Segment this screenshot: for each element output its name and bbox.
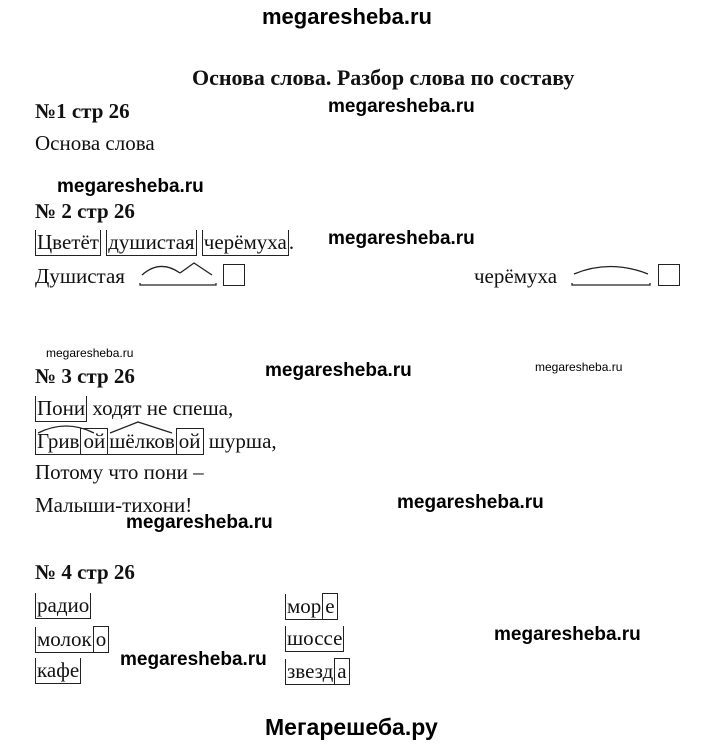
stem-underline: Грив xyxy=(35,429,80,455)
stem-underline xyxy=(106,230,196,256)
ending-box xyxy=(658,264,680,286)
exercise-4-word xyxy=(285,626,344,652)
exercise-3-line-2: Грив ой шёлков ой шурша, xyxy=(35,428,277,455)
watermark: megaresheba.ru xyxy=(397,492,544,513)
stem-underline: кафе xyxy=(37,658,80,682)
exercise-3-heading: № 3 стр 26 xyxy=(35,364,135,388)
sentence-word: черёмуха xyxy=(203,230,287,254)
exercise-2-word-right xyxy=(474,264,680,289)
stem-underline: молок xyxy=(37,627,92,651)
stem-underline: шоссе xyxy=(287,626,343,650)
ending-box: ой xyxy=(176,428,204,455)
watermark: megaresheba.ru xyxy=(535,360,623,374)
ending-box xyxy=(223,264,245,286)
watermark: megaresheba.ru xyxy=(126,512,273,533)
stem-underline xyxy=(202,230,289,256)
exercise-2-heading: № 2 стр 26 xyxy=(35,199,135,223)
exercise-4-word xyxy=(285,658,350,685)
watermark: megaresheba.ru xyxy=(57,176,204,197)
exercise-1-heading: №1 стр 26 xyxy=(35,99,130,123)
stem-underline: радио xyxy=(37,593,90,617)
exercise-4-word xyxy=(35,626,109,653)
sentence-word: душистая xyxy=(108,230,195,254)
watermark: megaresheba.ru xyxy=(46,346,134,360)
exercise-4-word xyxy=(35,593,91,619)
root-arc-icon xyxy=(108,421,174,435)
ending-box: о xyxy=(93,626,110,653)
exercise-1-text: Основа слова xyxy=(35,131,155,155)
exercise-3-line-3: Потому что пони – xyxy=(35,460,204,484)
sentence-word: Цветёт xyxy=(37,230,99,254)
word-dushistaya: Душистая xyxy=(35,264,125,288)
exercise-2-word-left xyxy=(35,264,245,289)
watermark-bottom: Мегарешеба.ру xyxy=(265,714,438,740)
root-arc-icon xyxy=(570,261,652,287)
stem-underline xyxy=(35,230,101,256)
ending-box: а xyxy=(334,658,349,685)
exercise-3-line-4: Малыши-тихони! xyxy=(35,493,193,517)
stem-underline: звезд xyxy=(287,659,334,683)
watermark-top: megaresheba.ru xyxy=(262,4,432,29)
stem-underline: мор xyxy=(287,594,322,618)
exercise-4-heading: № 4 стр 26 xyxy=(35,560,135,584)
ending-box: ой xyxy=(80,428,108,455)
watermark: megaresheba.ru xyxy=(328,228,475,249)
watermark: megaresheba.ru xyxy=(120,649,267,670)
ending-box: е xyxy=(322,593,337,620)
watermark: megaresheba.ru xyxy=(328,96,475,117)
root-arc-icon xyxy=(138,261,218,287)
word-cheremukha: черёмуха xyxy=(474,264,558,288)
exercise-2-sentence xyxy=(35,230,294,256)
watermark: megaresheba.ru xyxy=(265,360,412,381)
morpheme-scheme xyxy=(570,265,652,287)
page-title: Основа слова. Разбор слова по составу xyxy=(192,65,575,90)
stem-underline: шёлков xyxy=(108,429,176,455)
exercise-4-word xyxy=(285,593,338,620)
sentence-period: . xyxy=(288,230,295,254)
stem-underline: Пони xyxy=(37,396,86,420)
exercise-4-word xyxy=(35,658,81,684)
morpheme-scheme xyxy=(138,265,218,287)
exercise-3-line-1: Пони ходят не спеша, xyxy=(37,396,234,420)
watermark: megaresheba.ru xyxy=(494,624,641,645)
